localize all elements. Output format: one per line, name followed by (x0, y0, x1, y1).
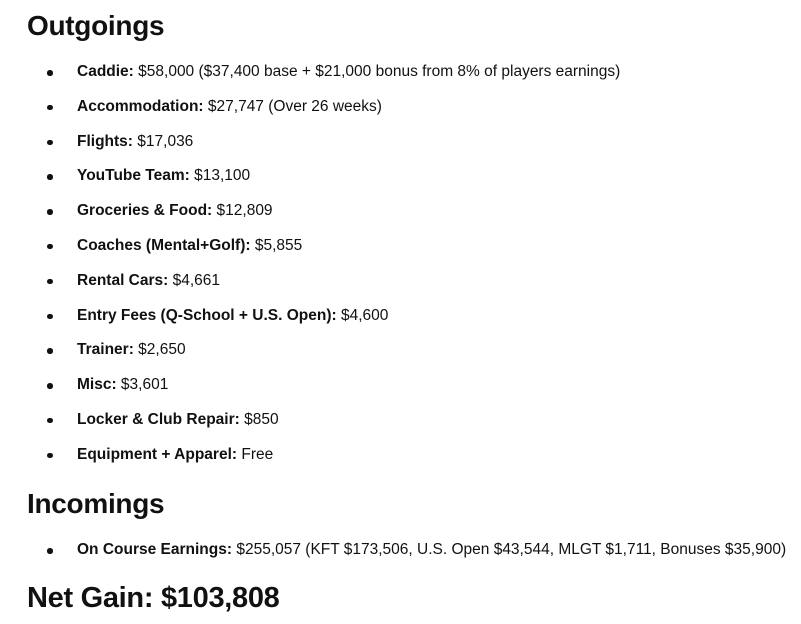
item-value: $17,036 (132, 132, 194, 150)
item-value: $12,809 (212, 202, 273, 220)
list-item (61, 538, 786, 573)
list-item (61, 408, 620, 443)
item-value: $255,057 (KFT $173,506, U.S. Open $43,544, MLGT $1,711, Bonuses $35,900) (232, 541, 787, 558)
item-value: $58,000 ($37,400 base + $21,000 bonus from 8% of players earnings) (133, 63, 621, 80)
list-item (61, 373, 620, 408)
item-label: On Course Earnings: (77, 541, 233, 558)
item-label: Equipment + Apparel: (77, 445, 238, 463)
item-value: $13,100 (189, 167, 251, 185)
bullet-icon (47, 383, 53, 389)
bullet-icon (47, 209, 53, 215)
list-item (61, 130, 620, 165)
list-item (61, 199, 620, 234)
item-label: Entry Fees (Q-School + U.S. Open): (77, 306, 337, 324)
item-label: Caddie: (77, 63, 134, 80)
item-value: $4,600 (336, 306, 389, 324)
item-label: Groceries & Food: (77, 202, 213, 220)
item-value: $2,650 (133, 341, 186, 359)
item-label: Rental Cars: (77, 271, 169, 289)
item-value: $5,855 (250, 236, 303, 254)
item-label: YouTube Team: (77, 167, 190, 185)
net-gain-heading: Net Gain: $103,808 (27, 582, 280, 614)
list-item (61, 60, 620, 95)
incomings-heading: Incomings (27, 488, 165, 519)
list-item (61, 269, 620, 304)
item-label: Flights: (77, 132, 133, 150)
list-item (61, 234, 620, 269)
item-value: $3,601 (116, 376, 169, 394)
item-label: Locker & Club Repair: (77, 410, 240, 428)
bullet-icon (47, 174, 53, 180)
item-value: Free (237, 445, 274, 463)
list-item (61, 164, 620, 199)
item-label: Coaches (Mental+Golf): (77, 236, 251, 254)
list-item (61, 338, 620, 373)
bullet-icon (47, 418, 53, 424)
incomings-list (61, 538, 786, 573)
bullet-icon (47, 453, 53, 459)
bullet-icon (47, 279, 53, 285)
item-value: $4,661 (168, 271, 221, 289)
item-label: Trainer: (77, 341, 134, 359)
bullet-icon (47, 348, 53, 354)
bullet-icon (47, 314, 53, 320)
bullet-icon (47, 105, 53, 111)
list-item (61, 443, 620, 478)
list-item (61, 95, 620, 130)
bullet-icon (47, 140, 53, 146)
item-label: Accommodation: (77, 97, 204, 115)
list-item (61, 304, 620, 339)
bullet-icon (47, 244, 53, 250)
outgoings-heading: Outgoings (27, 10, 165, 41)
bullet-icon (47, 70, 53, 76)
item-value: $27,747 (Over 26 weeks) (203, 97, 382, 115)
item-label: Misc: (77, 376, 117, 394)
outgoings-list (61, 60, 620, 478)
item-value: $850 (239, 410, 279, 428)
bullet-icon (47, 548, 53, 554)
